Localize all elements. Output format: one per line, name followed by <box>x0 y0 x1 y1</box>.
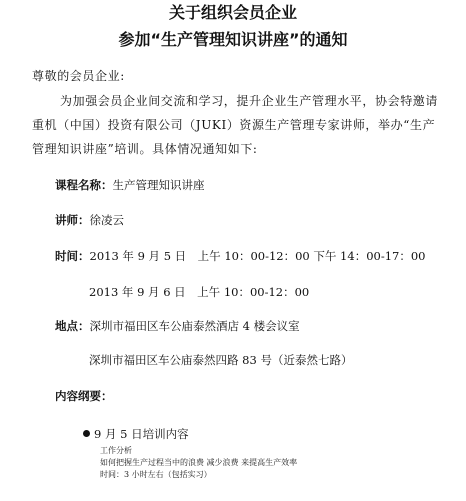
time-row <box>55 248 425 264</box>
place-row <box>55 318 300 334</box>
schedule-day1-title: 9 月 5 日培训内容 <box>94 427 189 441</box>
paragraph-line-3: 管理知识讲座”培训。具体情况通知如下: <box>32 142 258 156</box>
teacher-value: 徐凌云 <box>89 213 124 227</box>
paragraph-line-1: 为加强会员企业间交流和学习，提升企业生产管理水平，协会特邀请 <box>60 94 439 108</box>
place-label: 地点： <box>55 319 90 333</box>
notice-title-line1: 关于组织会员企业 <box>168 3 297 22</box>
time-line-1: 2013 年 9 月 5 日 上午 10：00-12：00 下午 14：00-17：00 <box>89 249 426 263</box>
outline-row <box>55 388 113 404</box>
paragraph-line-2: 重机（中国）投资有限公司（JUKI）资源生产管理专家讲师，举办“生产 <box>32 118 436 132</box>
course-label: 课程名称： <box>55 178 113 192</box>
time-line-2: 2013 年 9 月 6 日 上午 10：00-12：00 <box>89 285 310 299</box>
time-label: 时间： <box>55 249 90 263</box>
teacher-row <box>55 212 124 228</box>
schedule-day1-item <box>83 426 189 442</box>
bullet-icon <box>83 430 90 437</box>
place-line-1: 深圳市福田区车公庙泰然酒店 4 楼会议室 <box>89 319 300 333</box>
outline-label: 内容纲要： <box>55 389 113 403</box>
place-line-2: 深圳市福田区车公庙泰然四路 83 号（近泰然七路） <box>89 353 353 367</box>
schedule-detail-3: 时间：3 小时左右（包括实习） <box>100 470 212 479</box>
course-row <box>55 177 205 193</box>
schedule-detail-1: 工作分析 <box>100 446 132 455</box>
schedule-detail-2: 如何把握生产过程当中的浪费 减少浪费 来提高生产效率 <box>100 458 298 467</box>
notice-title-line2: 参加“生产管理知识讲座”的通知 <box>118 30 348 49</box>
greeting: 尊敬的会员企业: <box>32 69 125 83</box>
course-value: 生产管理知识讲座 <box>112 178 205 192</box>
teacher-label: 讲师： <box>55 213 90 227</box>
